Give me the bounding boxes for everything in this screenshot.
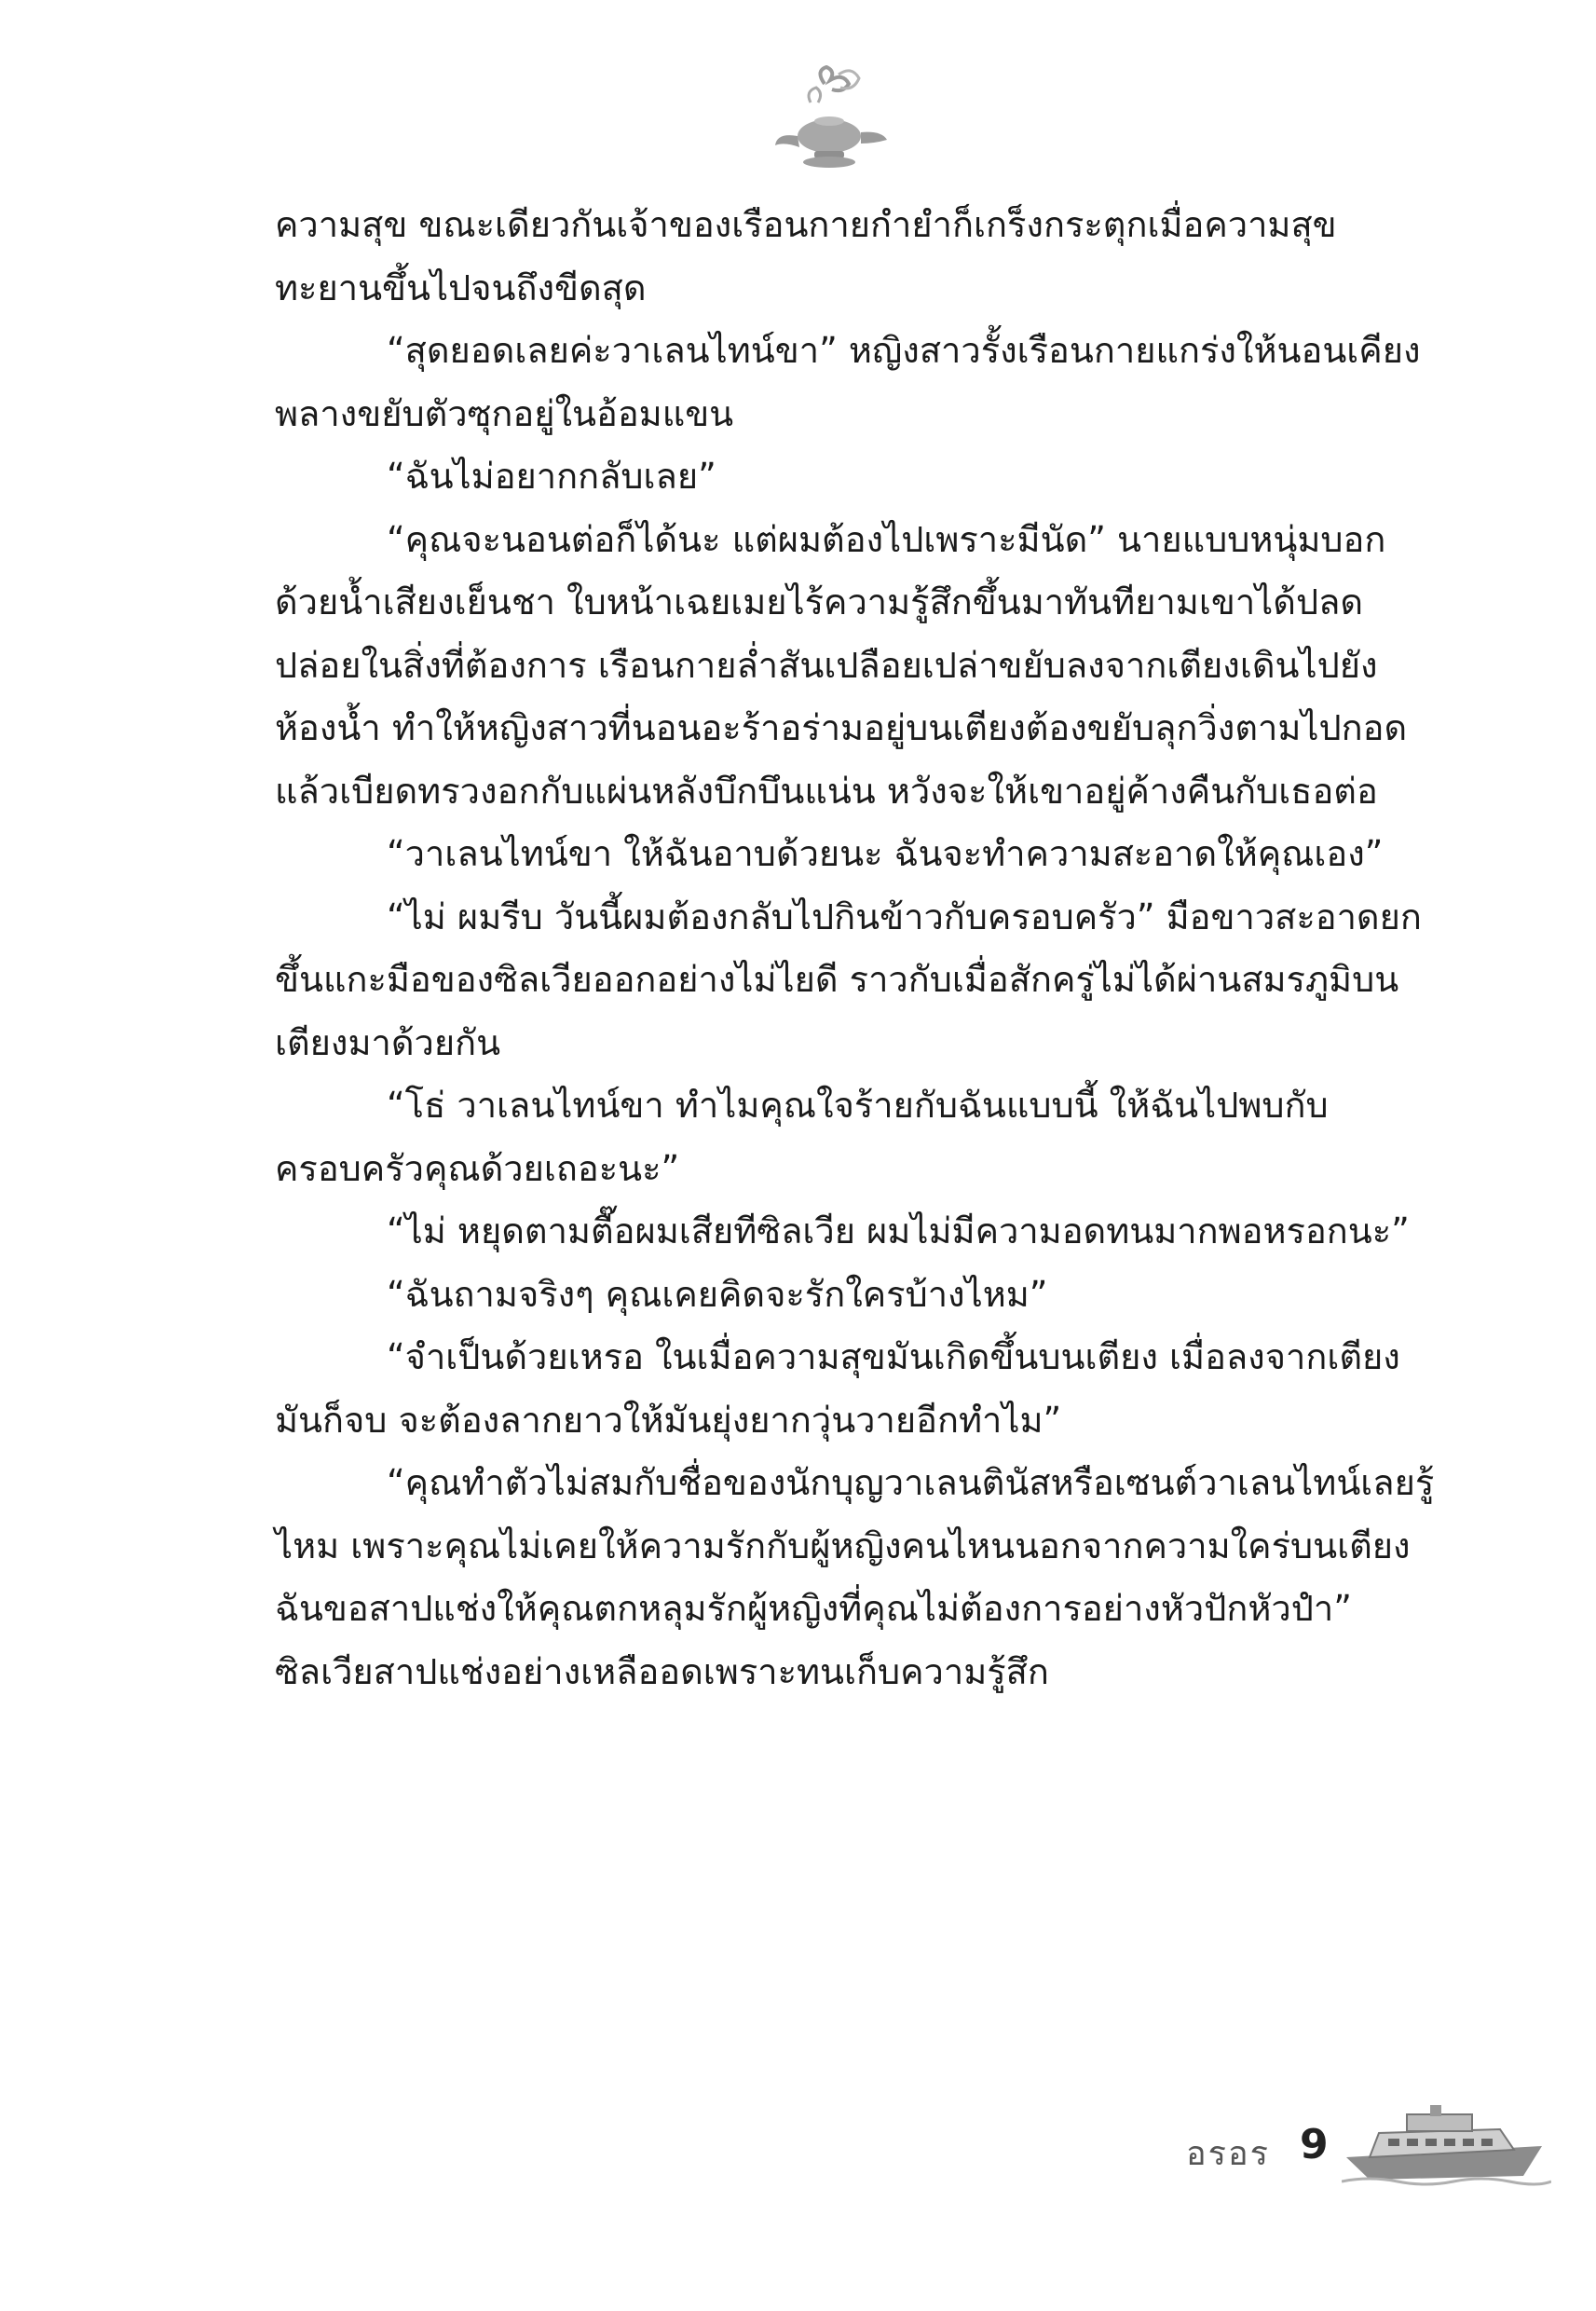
body-text <box>275 194 1435 1703</box>
paragraph: “วาเลนไทน์ขา ให้ฉันอาบด้วยนะ ฉันจะทำความสะอาดให้คุณเอง” <box>387 833 1384 874</box>
paragraph: “ฉันไม่อยากกลับเลย” <box>387 456 716 497</box>
paragraph: “สุดยอดเลยค่ะวาเลนไทน์ขา” หญิงสาวรั้งเรือนกายแกร่งให้นอนเคียง พลางขยับตัวซุกอยู่ในอ้อมแขน <box>275 330 1421 434</box>
paragraph: “คุณทำตัวไม่สมกับชื่อของนักบุญวาเลนตินัสหรือเซนต์วาเลนไทน์เลยรู้ไหม เพราะคุณไม่เคยให้ความรักกับผู้หญิงคนไหนนอกจากความใคร่บนเตียง ฉันขอสาปแช่งให้คุณตกหลุมรักผู้หญิงที่คุณไม่ต้องการอย่างหัวปักหัวปำ” ซิลเวียสาปแช่งอย่างเหลืออดเพราะทนเก็บความรู้สึก <box>275 1462 1435 1692</box>
paragraph: “คุณจะนอนต่อก็ได้นะ แต่ผมต้องไปเพราะมีนัด” นายแบบหนุ่มบอกด้วยน้ำเสียงเย็นชา ใบหน้าเฉยเมยไร้ความรู้สึกขึ้นมาทันทียามเขาได้ปลดปล่อยในสิ่งที่ต้องการ เรือนกายล่ำสันเปลือยเปล่าขยับลงจากเตียงเดินไปยังห้องน้ำ ทำให้หญิงสาวที่นอนอะร้าอร่ามอยู่บนเตียงต้องขยับลุกวิ่งตามไปกอด แล้วเบียดทรวงอกกับแผ่นหลังบึกบึนแน่น หวังจะให้เขาอยู่ค้างคืนกับเธอต่อ <box>275 518 1408 812</box>
footer-book-title: อรอร <box>1186 2135 1270 2173</box>
lamp-ornament-icon <box>773 65 894 177</box>
page-number: 9 <box>1300 2121 1329 2168</box>
paragraph: “ไม่ ผมรีบ วันนี้ผมต้องกลับไปกินข้าวกับครอบครัว” มือขาวสะอาดยกขึ้นแกะมือของซิลเวียออกอย่างไม่ไยดี ราวกับเมื่อสักครู่ไม่ได้ผ่านสมรภูมิบนเตียงมาด้วยกัน <box>275 896 1422 1063</box>
boat-icon <box>1342 2101 1551 2190</box>
paragraph: ความสุข ขณะเดียวกันเจ้าของเรือนกายกำยำก็เกร็งกระตุกเมื่อความสุขทะยานขึ้นไปจนถึงขีดสุด <box>275 204 1337 308</box>
paragraph: “จำเป็นด้วยเหรอ ในเมื่อความสุขมันเกิดขึ้นบนเตียง เมื่อลงจากเตียงมันก็จบ จะต้องลากยาวให้มันยุ่งยากวุ่นวายอีกทำไม” <box>275 1336 1400 1441</box>
paragraph: “ไม่ หยุดตามตื๊อผมเสียทีซิลเวีย ผมไม่มีความอดทนมากพอหรอกนะ” <box>387 1210 1410 1251</box>
paragraph: “ฉันถามจริงๆ คุณเคยคิดจะรักใครบ้างไหม” <box>387 1273 1048 1315</box>
paragraph: “โธ่ วาเลนไทน์ขา ทำไมคุณใจร้ายกับฉันแบบนี้ ให้ฉันไปพบกับครอบครัวคุณด้วยเถอะนะ” <box>275 1085 1329 1189</box>
